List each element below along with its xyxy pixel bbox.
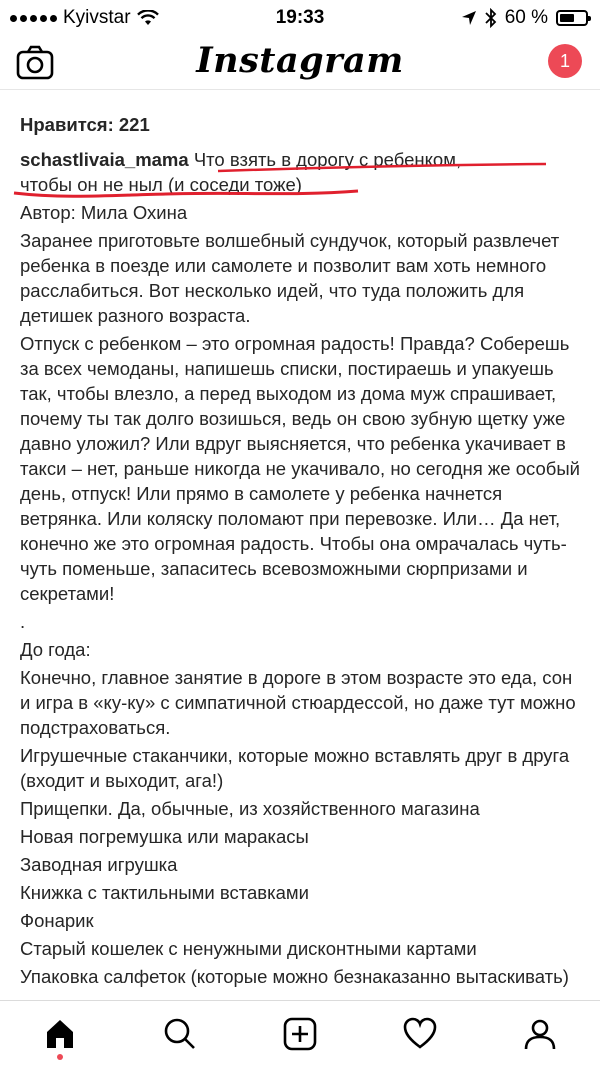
notification-badge[interactable]: 1 (548, 44, 582, 78)
caption-paragraph: До года: (20, 639, 91, 660)
tab-search[interactable] (120, 1001, 240, 1066)
caption-paragraph: Автор: Мила Охина (20, 202, 188, 223)
caption-paragraph: Упаковка салфеток (которые можно безнаказанно вытаскивать) (20, 966, 569, 987)
tab-activity[interactable] (360, 1001, 480, 1066)
caption-paragraph: Старый кошелек с ненужными дисконтными картами (20, 938, 477, 959)
caption-headline-part2: чтобы он не ныл (и соседи тоже) (20, 174, 302, 195)
heart-icon (403, 1017, 437, 1051)
post-content (20, 112, 586, 1017)
tab-new-post[interactable] (240, 1001, 360, 1066)
caption-paragraph: . (20, 611, 26, 632)
caption-paragraph: Заводная игрушка (20, 854, 178, 875)
status-right (461, 7, 588, 29)
app-logo-title: Instagram (196, 40, 404, 81)
bluetooth-icon (485, 8, 497, 28)
app-header (0, 36, 600, 90)
active-tab-indicator (57, 1054, 63, 1060)
caption-paragraph: Заранее приготовьте волшебный сундучок, который развлечет ребенка в поезде или самолете и позволит вам хоть немного расслабиться. Вот несколько идей, что туда положить для детишек разного возраста. (20, 230, 560, 326)
caption-body (20, 200, 586, 1017)
battery-percent: 60 % (504, 7, 548, 28)
caption-paragraph: Конечно, главное занятие в дороге в этом возрасте это еда, сон и игра в «ку-ку» с симпатичной стюардессой, но даже тут можно подстраховаться. (20, 667, 576, 738)
battery-fill (560, 14, 574, 22)
caption-paragraph: Книжка с тактильными вставками (20, 882, 309, 903)
caption-paragraph: Фонарик (20, 910, 94, 931)
battery-icon (556, 10, 588, 26)
caption-paragraph: Новая погремушка или маракасы (20, 826, 309, 847)
post-username[interactable]: schastlivaia_mama (20, 149, 189, 170)
add-post-icon (283, 1017, 317, 1051)
carrier-name: Kyivstar (63, 7, 131, 28)
post-caption (20, 147, 586, 1017)
caption-headline-part1: Что взять в дорогу с ребенком, (193, 149, 462, 170)
tab-profile[interactable] (480, 1001, 600, 1066)
profile-icon (523, 1017, 557, 1051)
location-arrow-icon (461, 10, 477, 26)
caption-paragraph: Отпуск с ребенком – это огромная радость! Правда? Соберешь за всех чемоданы, напишешь списки, постираешь и упакуешь так, чтобы влезло, а перед выходом из дома муж спрашивает, почему ты так долго возишься, ведь он свою зубную щетку уже давно уложил? Или вдруг выясняется, что ребенка укачивает в такси – нет, раньше никогда не укачивало, но сегодня же особый день, отпуск! Или прямо в самолете у ребенка начнется ветрянка. Или коляску поломают при перевозке. Или… Да нет, конечно же это огромная радость. Чтобы она омрачалась чуть-чуть поменьше, запаситесь всевозможными сюрпризами и секретами! (20, 333, 580, 604)
likes-count[interactable]: Нравится: 221 (20, 114, 150, 135)
home-icon (43, 1017, 77, 1051)
search-icon (163, 1017, 197, 1051)
status-time: 19:33 (275, 7, 325, 28)
caption-paragraph: Игрушечные стаканчики, которые можно вставлять друг в друга (входит и выходит, ага!) (20, 745, 570, 791)
caption-first-line (20, 147, 586, 172)
bottom-tab-bar (0, 1000, 600, 1066)
status-bar (0, 0, 600, 36)
tab-home[interactable] (0, 1001, 120, 1066)
caption-paragraph: Прищепки. Да, обычные, из хозяйственного магазина (20, 798, 480, 819)
